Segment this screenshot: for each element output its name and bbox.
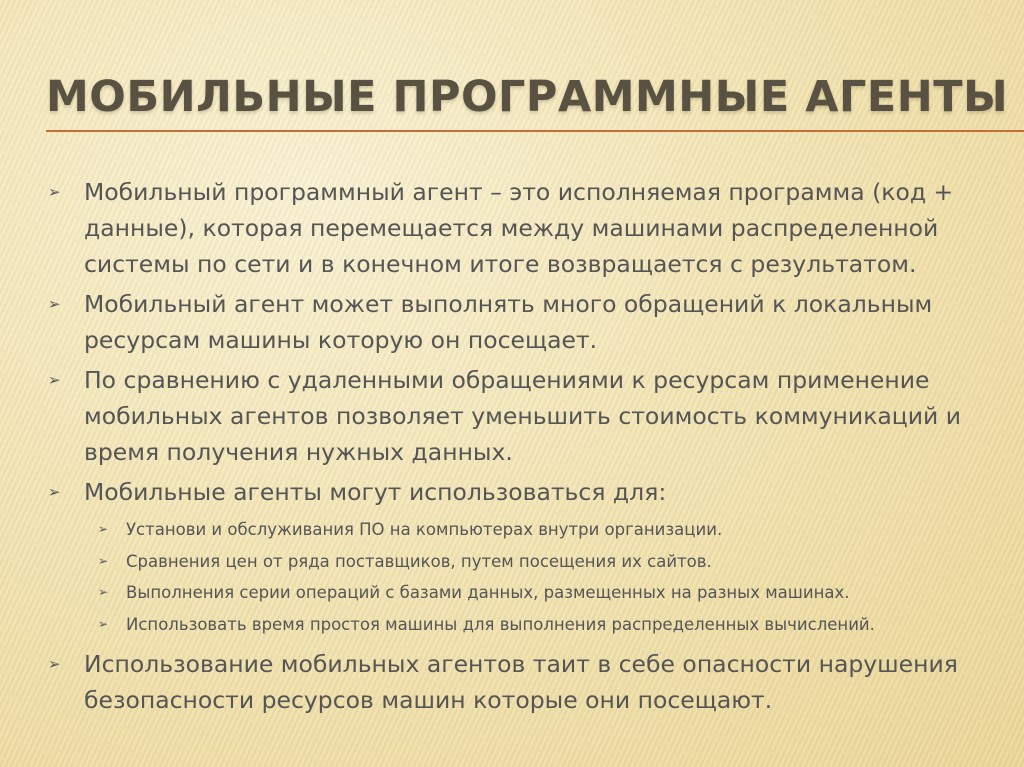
arrow-bullet-icon: ➢	[98, 522, 109, 536]
arrow-bullet-icon: ➢	[48, 183, 61, 201]
sub-bullet-item	[84, 514, 986, 546]
arrow-bullet-icon: ➢	[98, 585, 109, 599]
sub-bullet-text: Сравнения цен от ряда поставщиков, путем посещения их сайтов.	[126, 551, 712, 571]
bullet-item	[46, 646, 986, 718]
bullet-text: Использование мобильных агентов таит в себе опасности нарушения безопасности ресурсов машин которые они посещают.	[84, 650, 958, 714]
bullet-list	[46, 174, 986, 722]
arrow-bullet-icon: ➢	[48, 483, 61, 501]
bullet-text: Мобильный агент может выполнять много обращений к локальным ресурсам машины которую он посещает.	[84, 290, 933, 354]
arrow-bullet-icon: ➢	[48, 295, 61, 313]
bullet-item	[46, 362, 986, 470]
sub-bullet-text: Выполнения серии операций с базами данных, размещенных на разных машинах.	[126, 583, 850, 602]
sub-bullet-item	[84, 577, 986, 609]
sub-bullet-text: Установи и обслуживания ПО на компьютерах внутри организации.	[126, 520, 723, 539]
arrow-bullet-icon: ➢	[48, 371, 61, 389]
sub-bullet-text: Использовать время простоя машины для выполнения распределенных вычислений.	[126, 614, 875, 634]
bullet-item	[46, 474, 986, 640]
arrow-bullet-icon: ➢	[98, 616, 109, 631]
arrow-bullet-icon: ➢	[98, 553, 109, 568]
bullet-item	[46, 174, 986, 282]
slide-title: МОБИЛЬНЫЕ ПРОГРАММНЫЕ АГЕНТЫ	[46, 72, 1009, 122]
sub-bullet-item	[84, 609, 986, 641]
arrow-bullet-icon: ➢	[48, 655, 61, 673]
bullet-text: Мобильные агенты могут использоваться для:	[84, 478, 667, 506]
bullet-text: Мобильный программный агент – это исполняемая программа (код + данные), которая перемещается между машинами распределенной системы по сети и в конечном итоге возвращается с результатом.	[84, 178, 954, 278]
sub-bullet-item	[84, 546, 986, 578]
bullet-item	[46, 286, 986, 358]
bullet-text: По сравнению с удаленными обращениями к ресурсам применение мобильных агентов позволяет уменьшить стоимость коммуникаций и время получения нужных данных.	[84, 366, 962, 466]
title-underline	[46, 130, 1024, 132]
sub-bullet-list	[84, 514, 986, 640]
